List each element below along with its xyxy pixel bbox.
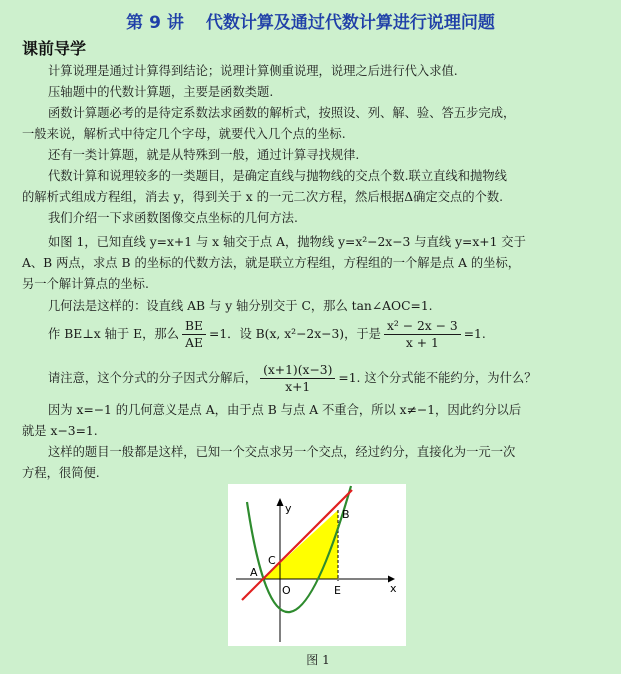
paragraph-5-line-2: 的解析式组成方程组，消去 y，得到关于 x 的一元二次方程，然后根据Δ确定交点的个数.: [22, 190, 504, 204]
label-y: y: [285, 502, 292, 515]
paragraph-1: 计算说理是通过计算得到结论；说理计算侧重说理，说理之后进行代入求值.: [48, 64, 458, 78]
label-e: E: [334, 584, 341, 597]
fraction-quadratic: [384, 318, 461, 351]
paragraph-10: [22, 362, 610, 395]
fraction-denominator: x + 1: [405, 336, 439, 350]
paragraph-7-line-1: 如图 1，已知直线 y=x+1 与 x 轴交于点 A，抛物线 y=x²−2x−3 与直线 y=x+1 交于: [48, 235, 526, 249]
paragraph-3-line-1: 函数计算题必考的是待定系数法求函数的解析式，按照设、列、解、验、答五步完成，: [48, 106, 516, 120]
fraction-factored: [260, 362, 335, 395]
paragraph-9-tail: =1.: [463, 327, 486, 341]
paragraph-7-line-2: A、B 两点，求点 B 的坐标的代数方法，就是联立方程组，方程组的一个解是点 A 的坐标，: [22, 256, 521, 270]
paragraph-11-line-2: 就是 x−3=1.: [22, 424, 98, 438]
figure-caption: 图 1: [306, 653, 330, 667]
paragraph-5-line-1: 代数计算和说理较多的一类题目，是确定直线与抛物线的交点个数.联立直线和抛物线: [48, 169, 507, 183]
figure-1-graph: [228, 484, 406, 646]
label-o: O: [282, 584, 291, 597]
paragraph-12-line-2: 方程，很简便.: [22, 466, 100, 480]
fraction-numerator: x² − 2x − 3: [384, 318, 461, 335]
paragraph-11-line-1: 因为 x=−1 的几何意义是点 A，由于点 B 与点 A 不重合，所以 x≠−1，因此约分以后: [48, 403, 522, 417]
fraction-denominator: x+1: [285, 380, 311, 394]
paragraph-3-line-2: 一般来说，解析式中待定几个字母，就要代入几个点的坐标.: [22, 127, 346, 141]
fraction-be-ae: [182, 318, 206, 351]
lecture-title: [0, 8, 621, 33]
paragraph-2: 压轴题中的代数计算题，主要是函数类题.: [48, 85, 274, 99]
lecture-title-text: 代数计算及通过代数计算进行说理问题: [205, 13, 495, 33]
paragraph-9: [22, 318, 610, 351]
fraction-denominator: AE: [185, 336, 203, 350]
label-a: A: [250, 566, 258, 579]
paragraph-9-middle: =1．设 B(x, x²−2x−3)，于是: [209, 327, 381, 341]
lecture-number: 第 9 讲: [126, 13, 184, 33]
figure-1: [228, 484, 406, 646]
label-c: C: [268, 554, 276, 567]
fraction-numerator: BE: [182, 318, 206, 335]
fraction-numerator: (x+1)(x−3): [260, 362, 335, 379]
paragraph-9-lead: 作 BE⊥x 轴于 E，那么: [48, 327, 179, 341]
label-x: x: [390, 582, 397, 595]
paragraph-12-line-1: 这样的题目一般都是这样，已知一个交点求另一个交点，经过约分，直接化为一元一次: [48, 445, 516, 459]
label-b: B: [342, 508, 350, 521]
y-axis-arrow: [277, 498, 284, 506]
paragraph-4: 还有一类计算题，就是从特殊到一般，通过计算寻找规律.: [48, 148, 360, 162]
section-heading: 课前导学: [22, 39, 87, 58]
paragraph-10-lead: 请注意，这个分式的分子因式分解后，: [48, 371, 258, 385]
paragraph-6: 我们介绍一下求函数图像交点坐标的几何方法.: [48, 211, 298, 225]
paragraph-8: 几何法是这样的：设直线 AB 与 y 轴分别交于 C，那么 tan∠AOC=1.: [48, 299, 433, 313]
paragraph-7-line-3: 另一个解计算点的坐标.: [22, 277, 149, 291]
paragraph-10-tail: =1. 这个分式能不能约分，为什么？: [338, 371, 537, 385]
